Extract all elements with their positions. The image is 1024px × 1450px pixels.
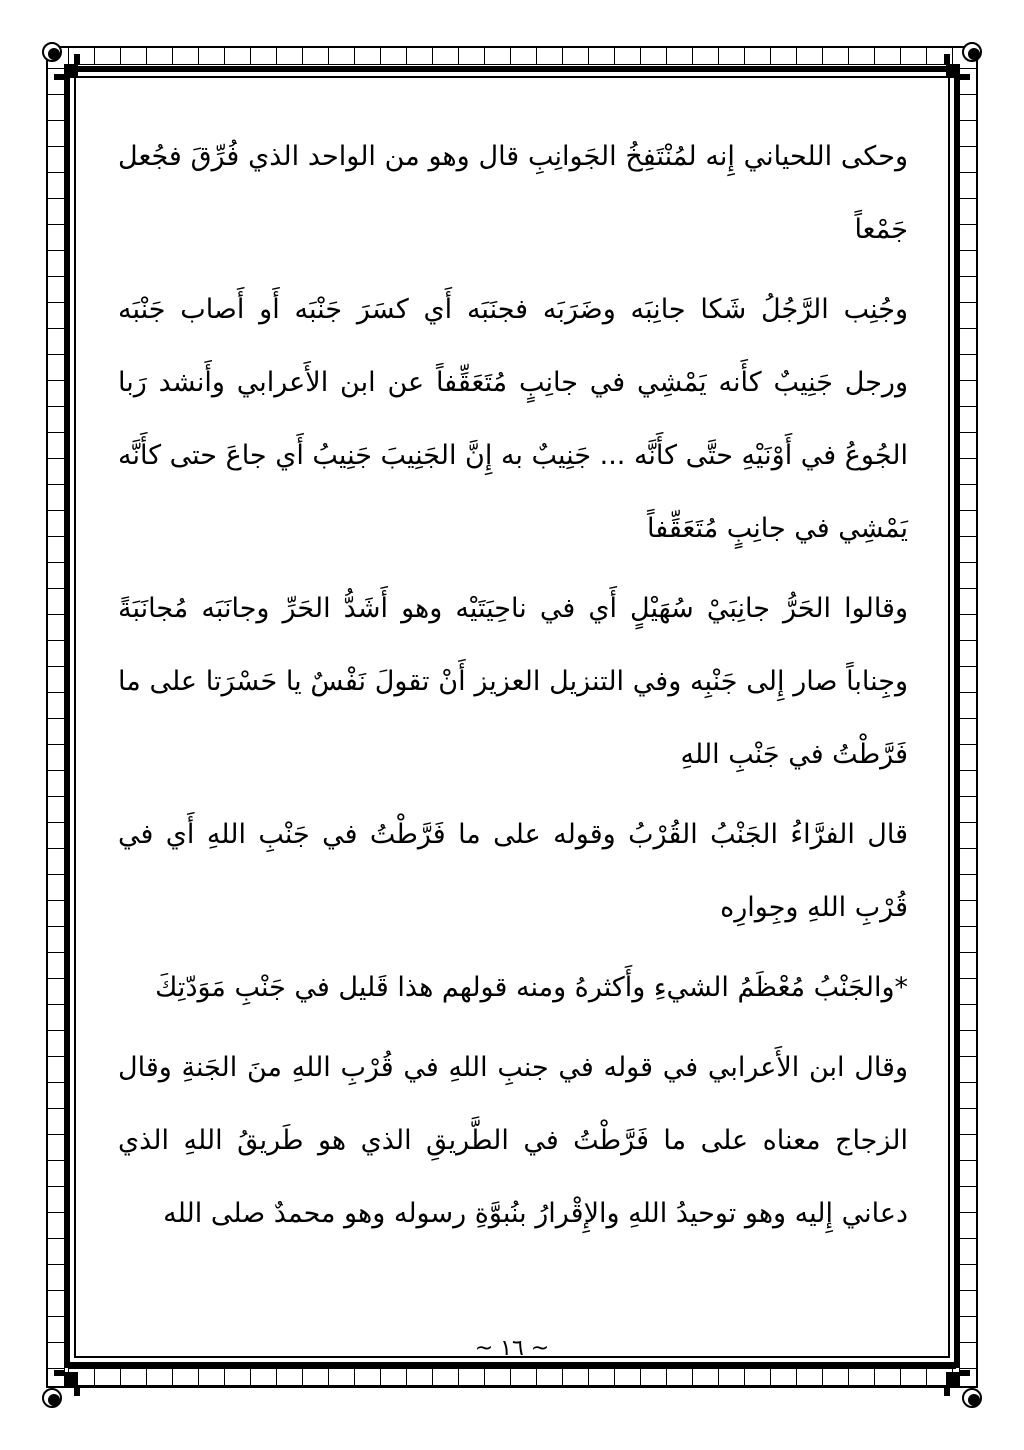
paragraph: وقالوا الحَرُّ جانِبَيْ سُهَيْلٍ أَي في ناحِيَتَيْه وهو أَشَدُّ الحَرِّ وجانَبَه مُجانَبَةً وجِناباً صار إِلى جَنْبِه وفي التنزيل العزيز أَنْ تقولَ نَفْسٌ يا حَسْرَتا على ما فَرَّطْتُ في جَنْبِ اللهِ [118, 593, 908, 770]
paragraph: وحكى اللحياني إِنه لمُنْتَفِخُ الجَوانِبِ قال وهو من الواحد الذي فُرِّقَ فجُعل جَمْعاً [118, 141, 908, 245]
page-number: ~ ١٦ ~ [474, 1336, 550, 1361]
page-border-band-bottom [68, 1368, 956, 1386]
corner-ornament-top-left [40, 40, 94, 94]
corner-ornament-bottom-right [930, 1356, 984, 1410]
document-body [118, 120, 908, 1250]
page-border-band-right [959, 68, 977, 1382]
paragraph: قال الفرَّاءُ الجَنْبُ القُرْبُ وقوله على ما فَرَّطْتُ في جَنْبِ اللهِ أَي في قُرْبِ اللهِ وجِوارِه [118, 819, 908, 923]
corner-ornament-bottom-left [40, 1356, 94, 1410]
corner-ornament-top-right [930, 40, 984, 94]
paragraph: وقال ابن الأَعرابي في قوله في جنبِ اللهِ في قُرْبِ اللهِ منَ الجَنةِ وقال الزجاج معناه على ما فَرَّطْتُ في الطَّريقِ الذي هو طَريقُ اللهِ الذي دعاني إِليه وهو توحيدُ اللهِ والإِقْرارُ بنُبوَّةِ رسوله وهو محمدٌ صلى الله [118, 1052, 908, 1229]
page-border-band-left [47, 68, 65, 1382]
page-border-band-top [68, 47, 956, 65]
paragraph: *والجَنْبُ مُعْظَمُ الشيءِ وأَكثرهُ ومنه قولهم هذا قَليل في جَنْبِ مَوَدّتِكَ [155, 972, 908, 1003]
paragraph: وجُنِب الرَّجُلُ شَكا جانِبَه وضَرَبَه فجنَبَه أَي كسَرَ جَنْبَه أَو أَصاب جَنْبَه ورجل جَنِيبٌ كأَنه يَمْشِي في جانِبٍ مُتَعَقِّفاً عن ابن الأَعرابي وأَنشد رَبا الجُوعُ في أَوْنَيْهِ حتَّى كأَنَّه ... جَنِيبٌ به إِنَّ الجَنِيبَ جَنِيبُ أَي جاعَ حتى كأَنَّه يَمْشِي في جانِبٍ مُتَعَقِّفاً [118, 294, 908, 544]
